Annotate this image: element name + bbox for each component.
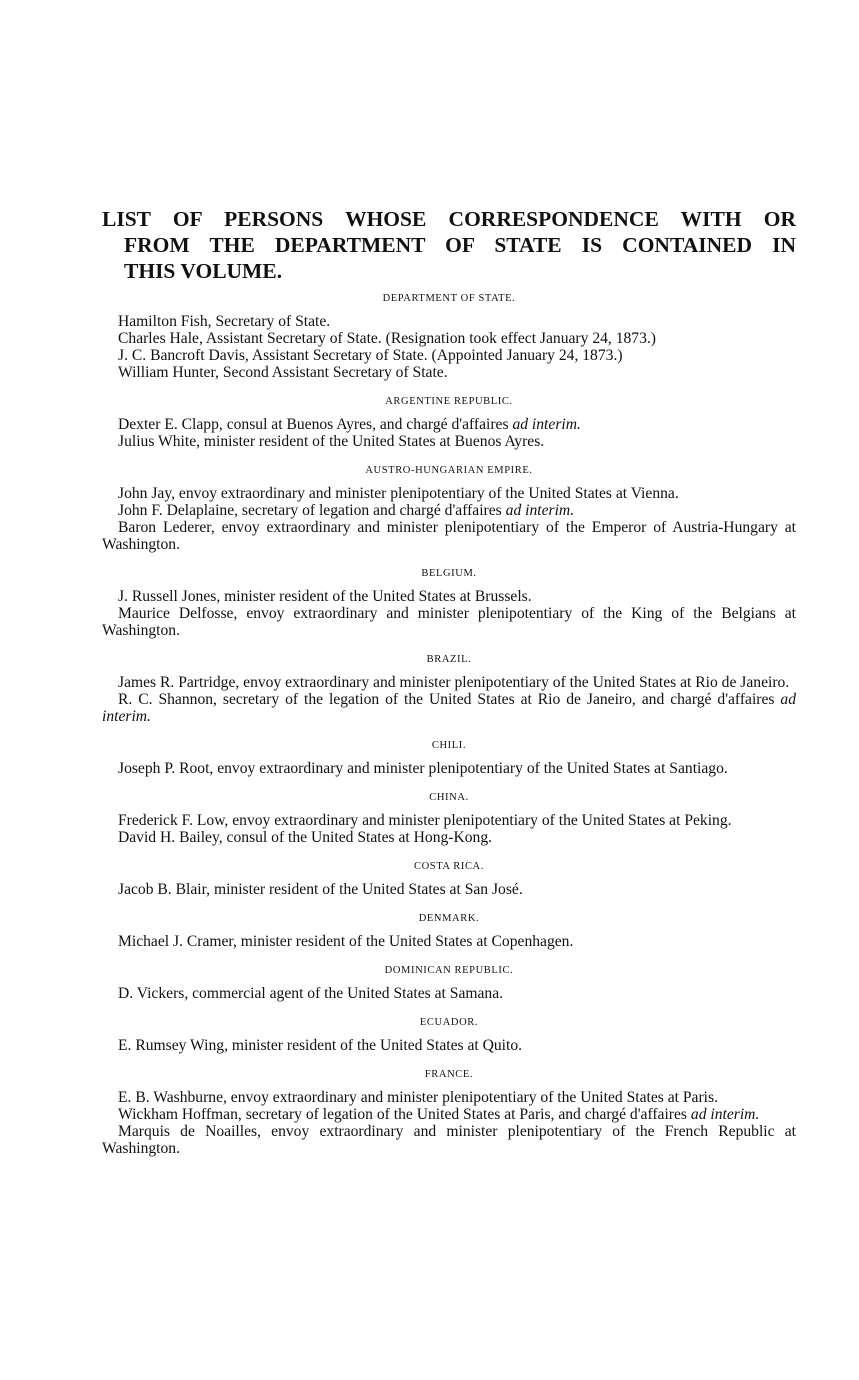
section (102, 791, 796, 860)
entry-text: J. Russell Jones, minister resident of the United States at Brussels. (118, 588, 532, 605)
entry-italic-text: ad interim. (512, 416, 581, 433)
section (102, 1068, 796, 1171)
entry-italic-text: ad interim. (102, 691, 796, 725)
entry (102, 502, 796, 519)
section-spacer (102, 898, 796, 912)
entry (102, 1123, 796, 1157)
entry-text: Julius White, minister resident of the United States at Buenos Ayres. (118, 433, 545, 450)
section (102, 395, 796, 464)
section-spacer (102, 450, 796, 464)
section-spacer (102, 846, 796, 860)
section-heading: BELGIUM. (421, 568, 477, 579)
entry-text: J. C. Bancroft Davis, Assistant Secretary of State. (Appointed January 24, 1873.) (118, 347, 623, 364)
entry (102, 433, 796, 450)
entry-text: Charles Hale, Assistant Secretary of State. (Resignation took effect January 24, 1873.) (118, 330, 656, 347)
section-heading: ARGENTINE REPUBLIC. (385, 396, 513, 407)
section (102, 653, 796, 739)
entry (102, 1106, 796, 1123)
sections-list (102, 292, 796, 1171)
section-heading: FRANCE. (424, 1069, 474, 1080)
section-heading: BRAZIL. (426, 654, 472, 665)
section-spacer (102, 639, 796, 653)
entry-text: Maurice Delfosse, envoy extraordinary and minister plenipotentiary of the King of the Belgians at Washington. (102, 605, 796, 639)
entry-text: E. B. Washburne, envoy extraordinary and minister plenipotentiary of the United States at Paris. (118, 1089, 718, 1106)
section (102, 292, 796, 395)
section-heading: DOMINICAN REPUBLIC. (384, 965, 514, 976)
section-heading: DEPARTMENT OF STATE. (382, 293, 516, 304)
section (102, 739, 796, 791)
section-spacer (102, 381, 796, 395)
entry (102, 364, 796, 381)
entry (102, 1089, 796, 1106)
entry-italic-text: ad interim. (505, 502, 575, 519)
entry-text: David H. Bailey, consul of the United States at Hong-Kong. (118, 829, 493, 846)
entry (102, 519, 796, 553)
entry (102, 933, 796, 950)
entry (102, 674, 796, 691)
entry (102, 760, 796, 777)
section-spacer (102, 725, 796, 739)
section-spacer (102, 1002, 796, 1016)
section-heading: CHILI. (431, 740, 467, 751)
section (102, 860, 796, 912)
entry (102, 691, 796, 725)
entry (102, 812, 796, 829)
entry-text: John F. Delaplaine, secretary of legation and chargé d'affaires (118, 502, 502, 519)
section-heading: CHINA. (429, 792, 469, 803)
entry (102, 485, 796, 502)
entry (102, 347, 796, 364)
entry-text: R. C. Shannon, secretary of the legation of the United States at Rio de Janeiro, and chargé d'affaires (118, 691, 775, 708)
title-line: THIS VOLUME. (124, 259, 283, 283)
entry-text: Marquis de Noailles, envoy extraordinary and minister plenipotentiary of the French Republic at Washington. (102, 1123, 796, 1157)
section-heading: ECUADOR. (419, 1017, 479, 1028)
section-heading: AUSTRO-HUNGARIAN EMPIRE. (365, 465, 533, 476)
section (102, 1016, 796, 1068)
document-page (102, 206, 796, 1171)
entry (102, 330, 796, 347)
entry-text: Frederick F. Low, envoy extraordinary and minister plenipotentiary of the United States at Peking. (118, 812, 732, 829)
section (102, 964, 796, 1016)
entry (102, 416, 796, 433)
title-line: FROM THE DEPARTMENT OF STATE IS CONTAINED IN (124, 233, 796, 257)
page-title (102, 206, 796, 284)
entry (102, 588, 796, 605)
entry-text: Michael J. Cramer, minister resident of the United States at Copenhagen. (118, 933, 574, 950)
entry (102, 605, 796, 639)
section-spacer (102, 1157, 796, 1171)
section-spacer (102, 553, 796, 567)
entry-text: Hamilton Fish, Secretary of State. (118, 313, 331, 330)
entry-text: E. Rumsey Wing, minister resident of the United States at Quito. (118, 1037, 523, 1054)
entry (102, 313, 796, 330)
entry-text: Joseph P. Root, envoy extraordinary and minister plenipotentiary of the United States at Santiago. (118, 760, 728, 777)
section (102, 912, 796, 964)
entry-text: Jacob B. Blair, minister resident of the United States at San José. (118, 881, 523, 898)
entry-text: John Jay, envoy extraordinary and minister plenipotentiary of the United States at Vienna. (118, 485, 679, 502)
section (102, 567, 796, 653)
entry-text: Baron Lederer, envoy extraordinary and minister plenipotentiary of the Emperor of Austria-Hungary at Washington. (102, 519, 796, 553)
section-heading: COSTA RICA. (414, 861, 484, 872)
title-line: LIST OF PERSONS WHOSE CORRESPONDENCE WITH OR (102, 207, 796, 231)
section-spacer (102, 777, 796, 791)
entry-text: D. Vickers, commercial agent of the United States at Samana. (118, 985, 504, 1002)
entry (102, 985, 796, 1002)
section-spacer (102, 1054, 796, 1068)
entry-text: Dexter E. Clapp, consul at Buenos Ayres, and chargé d'affaires (118, 416, 509, 433)
entry (102, 829, 796, 846)
entry (102, 881, 796, 898)
entry-text: James R. Partridge, envoy extraordinary and minister plenipotentiary of the United States at Rio de Janeiro. (118, 674, 790, 691)
section-heading: DENMARK. (418, 913, 480, 924)
entry (102, 1037, 796, 1054)
entry-text: William Hunter, Second Assistant Secretary of State. (118, 364, 448, 381)
section (102, 464, 796, 567)
entry-italic-text: ad interim. (690, 1106, 760, 1123)
entry-text: Wickham Hoffman, secretary of legation of the United States at Paris, and chargé d'affaires (118, 1106, 687, 1123)
section-spacer (102, 950, 796, 964)
